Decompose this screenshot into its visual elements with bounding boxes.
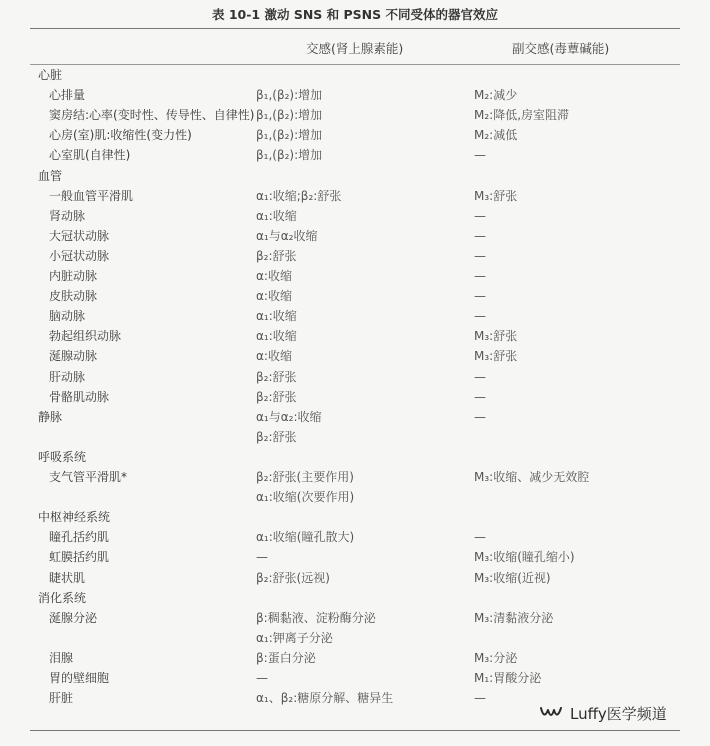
psns-effect: — (474, 148, 486, 163)
psns-effect: — (474, 389, 486, 404)
organ-group-label: 心脏 (38, 68, 63, 82)
organ-label: 支气管平滑肌* (49, 470, 128, 484)
table-title: 表 10-1 激动 SNS 和 PSNS 不同受体的器官效应 (212, 7, 498, 22)
table-row (0, 629, 700, 647)
sns-effect: α:收缩 (256, 269, 292, 283)
organ-label: 心房(室)肌:收缩性(变力性) (49, 128, 192, 143)
sns-effect: β₁,(β₂):增加 (256, 148, 323, 163)
psns-effect: — (474, 269, 486, 283)
header-psns: 副交感(毒蕈碱能) (512, 41, 610, 56)
organ-label: 肝脏 (49, 691, 74, 706)
psns-effect: — (474, 289, 486, 304)
table-row (0, 609, 700, 627)
psns-effect: — (474, 530, 486, 545)
psns-effect: M₃:收缩(近视) (474, 570, 551, 585)
table-row (0, 569, 700, 587)
organ-label: 肝动脉 (49, 369, 86, 384)
psns-effect: M₃:清黏液分泌 (474, 610, 554, 625)
wechat-channel-icon (538, 702, 564, 724)
organ-label: 涎腺分泌 (49, 610, 98, 625)
table-group-row (0, 167, 700, 185)
organ-label: 瞳孔括约肌 (49, 530, 110, 545)
organ-group-label: 静脉 (38, 409, 63, 424)
sns-effect: α₁与α₂收缩 (256, 228, 318, 243)
psns-effect: M₃:分泌 (474, 650, 518, 665)
sns-effect: α₁:收缩 (256, 329, 297, 344)
sns-effect: α:收缩 (256, 349, 292, 364)
sns-effect: β₂:舒张 (256, 429, 297, 444)
organ-label: 胃的壁细胞 (49, 671, 110, 685)
organ-label: 小冠状动脉 (49, 248, 110, 263)
table-row (0, 428, 700, 446)
psns-effect: — (474, 369, 486, 384)
sns-effect: β₂:舒张(远视) (256, 570, 330, 585)
table-row (0, 287, 700, 305)
sns-effect: α₁:钾离子分泌 (256, 630, 333, 645)
table-group-row (0, 589, 700, 607)
sns-effect: α₁、β₂:糖原分解、糖异生 (256, 691, 394, 706)
psns-effect: M₃:收缩、减少无效腔 (474, 470, 590, 484)
organ-label: 一般血管平滑肌 (49, 188, 134, 203)
psns-effect: — (474, 208, 486, 223)
organ-label: 心排量 (49, 88, 86, 103)
sns-effect: α₁:收缩 (256, 309, 297, 324)
table-group-row (0, 508, 700, 526)
psns-effect: M₂:减少 (474, 88, 518, 103)
table-row (0, 368, 700, 386)
header-sns: 交感(肾上腺素能) (306, 41, 404, 56)
table-header-rule (30, 64, 680, 65)
table-row (0, 669, 700, 687)
table-group-row (0, 448, 700, 466)
organ-label: 泪腺 (49, 650, 74, 665)
psns-effect: — (474, 248, 486, 263)
psns-effect: — (474, 228, 486, 243)
table-row (0, 207, 700, 225)
sns-effect: α₁:收缩;β₂:舒张 (256, 188, 342, 203)
organ-group-label: 消化系统 (38, 590, 87, 605)
psns-effect: — (474, 409, 486, 424)
sns-effect: α₁:收缩(瞳孔散大) (256, 530, 355, 545)
table-row (0, 247, 700, 265)
table-row (0, 307, 700, 325)
organ-label: 涎腺动脉 (49, 349, 98, 364)
table-row (0, 347, 700, 365)
table-row (0, 187, 700, 205)
psns-effect: M₁:胃酸分泌 (474, 671, 542, 685)
watermark-text: Luffy医学频道 (570, 704, 667, 723)
sns-effect: β₁,(β₂):增加 (256, 88, 323, 103)
psns-effect: M₃:舒张 (474, 188, 518, 203)
organ-group-label: 呼吸系统 (38, 449, 87, 464)
organ-label: 脑动脉 (49, 309, 86, 324)
psns-effect: M₃:舒张 (474, 329, 518, 344)
organ-label: 心室肌(自律性) (49, 148, 131, 163)
sns-effect: β:蛋白分泌 (256, 650, 316, 665)
table-row (0, 106, 700, 124)
watermark (538, 700, 667, 726)
table-row (0, 86, 700, 104)
organ-label: 睫状肌 (49, 570, 86, 585)
table-row (0, 146, 700, 164)
sns-effect: β₂:舒张 (256, 389, 297, 404)
table-row (0, 528, 700, 546)
psns-effect: M₃:舒张 (474, 349, 518, 364)
table-top-rule (30, 28, 680, 29)
table-row (0, 468, 700, 486)
sns-effect: β₂:舒张 (256, 369, 297, 384)
psns-effect: — (474, 309, 486, 324)
table-bottom-rule (30, 730, 680, 731)
table-group-row (0, 66, 700, 84)
organ-label: 虹膜括约肌 (49, 550, 110, 565)
table-row (0, 649, 700, 667)
psns-effect: M₂:降低,房室阻滞 (474, 108, 570, 123)
sns-effect: β₂:舒张 (256, 248, 297, 263)
sns-effect: α:收缩 (256, 289, 292, 304)
table-group-row (0, 408, 700, 426)
sns-effect: β₁,(β₂):增加 (256, 128, 323, 143)
organ-label: 内脏动脉 (49, 269, 98, 283)
table-row (0, 488, 700, 506)
sns-effect: α₁与α₂:收缩 (256, 409, 322, 424)
organ-group-label: 血管 (38, 168, 63, 183)
organ-label: 骨骼肌动脉 (49, 389, 110, 404)
psns-effect: M₂:减低 (474, 128, 518, 143)
sns-effect: β₂:舒张(主要作用) (256, 470, 354, 484)
table-row (0, 267, 700, 285)
organ-label: 肾动脉 (49, 208, 86, 223)
organ-label: 皮肤动脉 (49, 289, 98, 304)
sns-effect: β:稠黏液、淀粉酶分泌 (256, 610, 376, 625)
sns-effect: α₁:收缩 (256, 208, 297, 223)
sns-effect: — (256, 671, 268, 685)
table-row (0, 388, 700, 406)
organ-group-label: 中枢神经系统 (38, 510, 111, 525)
table-row (0, 126, 700, 144)
table-row (0, 227, 700, 245)
psns-effect: M₃:收缩(瞳孔缩小) (474, 550, 575, 565)
organ-label: 勃起组织动脉 (49, 329, 122, 344)
organ-label: 大冠状动脉 (49, 228, 110, 243)
table-row (0, 548, 700, 566)
sns-effect: β₁,(β₂):增加 (256, 108, 323, 123)
organ-label: 窦房结:心率(变时性、传导性、自律性) (49, 108, 255, 123)
sns-effect: — (256, 550, 268, 565)
table-row (0, 327, 700, 345)
psns-effect: — (474, 691, 486, 706)
sns-effect: α₁:收缩(次要作用) (256, 490, 355, 505)
